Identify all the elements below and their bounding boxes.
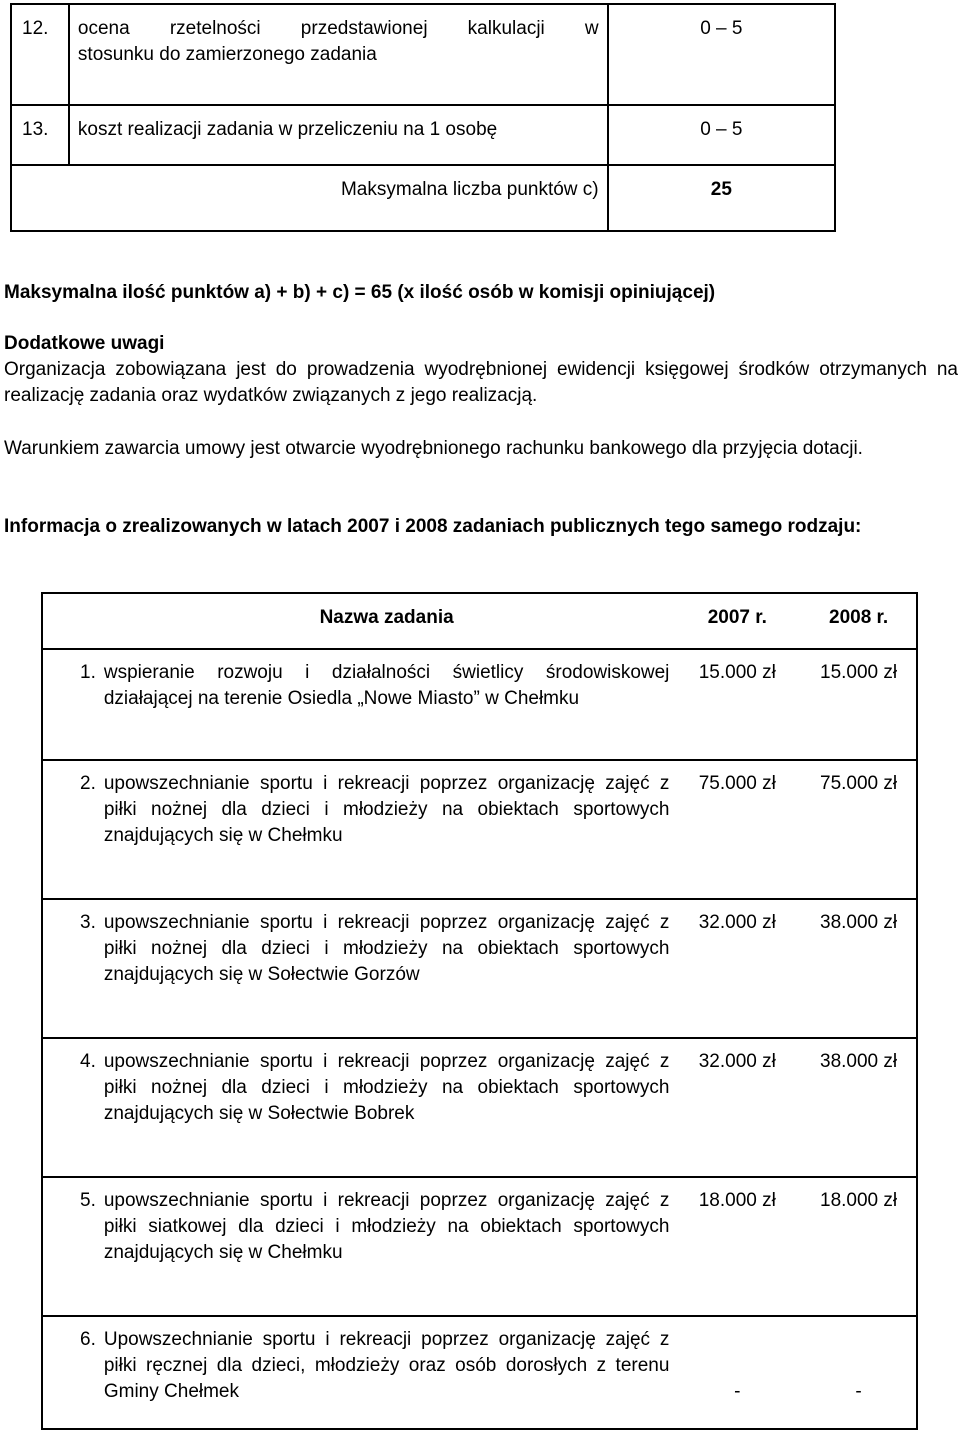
task-amount-2007: -	[673, 1316, 801, 1429]
criteria-points: 0 – 5	[608, 4, 835, 105]
header-2007: 2007 r.	[673, 593, 801, 649]
task-num: 5.	[42, 1177, 100, 1316]
max-points-summary: Maksymalna ilość punktów a) + b) + c) = 65 (x ilość osób w komisji opiniującej)	[4, 282, 716, 303]
task-amount-2008: 18.000 zł	[801, 1177, 917, 1316]
criteria-row-13	[11, 105, 835, 165]
task-name: upowszechnianie sportu i rekreacji poprzez organizację zajęć z piłki siatkowej dla dzieci i młodzieży na obiektach sportowych znajdujących się w Chełmku	[100, 1177, 674, 1316]
task-num: 4.	[42, 1038, 100, 1177]
header-num-cell	[42, 593, 100, 649]
criteria-sum-value: 25	[608, 165, 835, 231]
criteria-desc-line: ocena rzetelności przedstawionej kalkulacji w	[77, 18, 599, 39]
task-amount-2008: 75.000 zł	[801, 760, 917, 899]
notes-paragraph-2: Warunkiem zawarcia umowy jest otwarcie wyodrębnionego rachunku bankowego dla przyjęcia dotacji.	[4, 438, 863, 459]
task-amount-2008: 38.000 zł	[801, 1038, 917, 1177]
notes-heading: Dodatkowe uwagi	[4, 333, 165, 354]
criteria-sum-label: Maksymalna liczba punktów c)	[11, 165, 608, 231]
info-heading: Informacja o zrealizowanych w latach 2007 i 2008 zadaniach publicznych tego samego rodzaju:	[4, 516, 862, 537]
table-row	[42, 1177, 917, 1316]
criteria-num: 12.	[11, 4, 69, 105]
criteria-desc: koszt realizacji zadania w przeliczeniu na 1 osobę	[69, 105, 608, 165]
table-row	[42, 1316, 917, 1429]
task-amount-2008: -	[801, 1316, 917, 1429]
table-row	[42, 649, 917, 760]
task-num: 2.	[42, 760, 100, 899]
task-amount-2007: 32.000 zł	[673, 899, 801, 1038]
task-name: upowszechnianie sportu i rekreacji poprzez organizację zajęć z piłki nożnej dla dzieci i młodzieży na obiektach sportowych znajdujących się w Sołectwie Bobrek	[100, 1038, 674, 1177]
task-amount-2007: 18.000 zł	[673, 1177, 801, 1316]
task-num: 1.	[42, 649, 100, 760]
task-name: upowszechnianie sportu i rekreacji poprzez organizację zajęć z piłki nożnej dla dzieci i młodzieży na obiektach sportowych znajdujących się w Sołectwie Gorzów	[100, 899, 674, 1038]
table-row	[42, 1038, 917, 1177]
task-num: 3.	[42, 899, 100, 1038]
criteria-points: 0 – 5	[608, 105, 835, 165]
tasks-table	[41, 592, 918, 1430]
task-num: 6.	[42, 1316, 100, 1429]
criteria-sum-row	[11, 165, 835, 231]
task-amount-2007: 75.000 zł	[673, 760, 801, 899]
criteria-desc	[69, 4, 608, 105]
criteria-row-12	[11, 4, 835, 105]
criteria-table	[10, 3, 836, 232]
task-amount-2007: 15.000 zł	[673, 649, 801, 760]
table-row	[42, 760, 917, 899]
task-amount-2007: 32.000 zł	[673, 1038, 801, 1177]
header-2008: 2008 r.	[801, 593, 917, 649]
header-name: Nazwa zadania	[100, 593, 674, 649]
criteria-desc-line: stosunku do zamierzonego zadania	[77, 44, 377, 65]
task-name: Upowszechnianie sportu i rekreacji poprzez organizację zajęć z piłki ręcznej dla dzieci, młodzieży oraz osób dorosłych z terenu Gminy Chełmek	[100, 1316, 674, 1429]
task-name: upowszechnianie sportu i rekreacji poprzez organizację zajęć z piłki nożnej dla dzieci i młodzieży na obiektach sportowych znajdujących się w Chełmku	[100, 760, 674, 899]
tasks-header-row	[42, 593, 917, 649]
task-name: wspieranie rozwoju i działalności świetlicy środowiskowej działającej na terenie Osiedla „Nowe Miasto” w Chełmku	[100, 649, 674, 760]
table-row	[42, 899, 917, 1038]
notes-paragraph-1: Organizacja zobowiązana jest do prowadzenia wyodrębnionej ewidencji księgowej środków otrzymanych na realizację zadania oraz wydatków związanych z jego realizacją.	[4, 359, 958, 406]
task-amount-2008: 15.000 zł	[801, 649, 917, 760]
task-amount-2008: 38.000 zł	[801, 899, 917, 1038]
criteria-num: 13.	[11, 105, 69, 165]
